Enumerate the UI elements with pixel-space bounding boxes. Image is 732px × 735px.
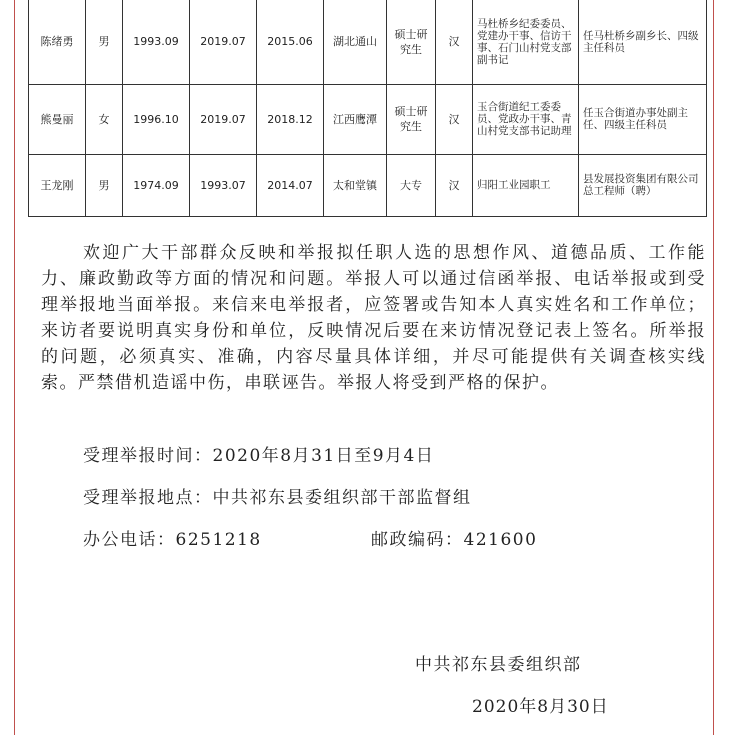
report-place-line: 受理举报地点：中共祁东县委组织部干部监督组 (83, 488, 472, 508)
table-row (29, 154, 707, 216)
cell-birth: 1993.09 (123, 0, 190, 84)
cell-education: 硕士研究生 (387, 0, 436, 84)
cell-ethnicity: 汉 (436, 0, 473, 84)
signature-org: 中共祁东县委组织部 (415, 655, 582, 675)
table-row (29, 0, 707, 84)
cell-ethnicity: 汉 (436, 154, 473, 216)
office-phone: 办公电话：6251218 (83, 530, 262, 550)
cell-gender: 男 (86, 154, 123, 216)
contact-line (41, 525, 732, 550)
cell-party-join: 2018.12 (257, 84, 324, 154)
cell-proposed-position: 任玉合街道办事处副主任、四级主任科员 (579, 84, 707, 154)
cell-gender: 女 (86, 84, 123, 154)
cell-name: 王龙刚 (29, 154, 86, 216)
notice-paragraph: 欢迎广大干部群众反映和举报拟任职人选的思想作风、道德品质、工作能力、廉政勤政等方面的情况和问题。举报人可以通过信函举报、电话举报或到受理举报地当面举报。来信来电举报者，应签署或告知本人真实姓名和工作单位；来访者要说明真实身份和单位，反映情况后要在来访情况登记表上签名。所举报的问题，必须真实、准确，内容尽量具体详细，并尽可能提供有关调查核实线索。严禁借机造谣中伤，串联诬告。举报人将受到严格的保护。 (41, 243, 706, 393)
cell-current-position: 归阳工业园职工 (473, 154, 579, 216)
candidate-table (28, 0, 707, 217)
cell-party-join: 2015.06 (257, 0, 324, 84)
cell-proposed-position: 县发展投资集团有限公司总工程师（聘） (579, 154, 707, 216)
cell-current-position: 马杜桥乡纪委委员、党建办干事、信访干事、石门山村党支部副书记 (473, 0, 579, 84)
table-row (29, 84, 707, 154)
cell-birth: 1996.10 (123, 84, 190, 154)
cell-work-start: 1993.07 (190, 154, 257, 216)
cell-native-place: 太和堂镇 (324, 154, 387, 216)
cell-education: 硕士研究生 (387, 84, 436, 154)
cell-name: 熊曼丽 (29, 84, 86, 154)
cell-education: 大专 (387, 154, 436, 216)
postal-code: 邮政编码：421600 (371, 530, 538, 550)
cell-work-start: 2019.07 (190, 0, 257, 84)
signature-date: 2020年8月30日 (472, 697, 609, 717)
cell-name: 陈绪勇 (29, 0, 86, 84)
cell-native-place: 江西鹰潭 (324, 84, 387, 154)
cell-native-place: 湖北通山 (324, 0, 387, 84)
cell-current-position: 玉合街道纪工委委员、党政办干事、青山村党支部书记助理 (473, 84, 579, 154)
cell-party-join: 2014.07 (257, 154, 324, 216)
cell-work-start: 2019.07 (190, 84, 257, 154)
cell-ethnicity: 汉 (436, 84, 473, 154)
cell-gender: 男 (86, 0, 123, 84)
cell-proposed-position: 任马杜桥乡副乡长、四级主任科员 (579, 0, 707, 84)
document-page (14, 0, 714, 735)
cell-birth: 1974.09 (123, 154, 190, 216)
report-time-line: 受理举报时间：2020年8月31日至9月4日 (83, 446, 435, 466)
